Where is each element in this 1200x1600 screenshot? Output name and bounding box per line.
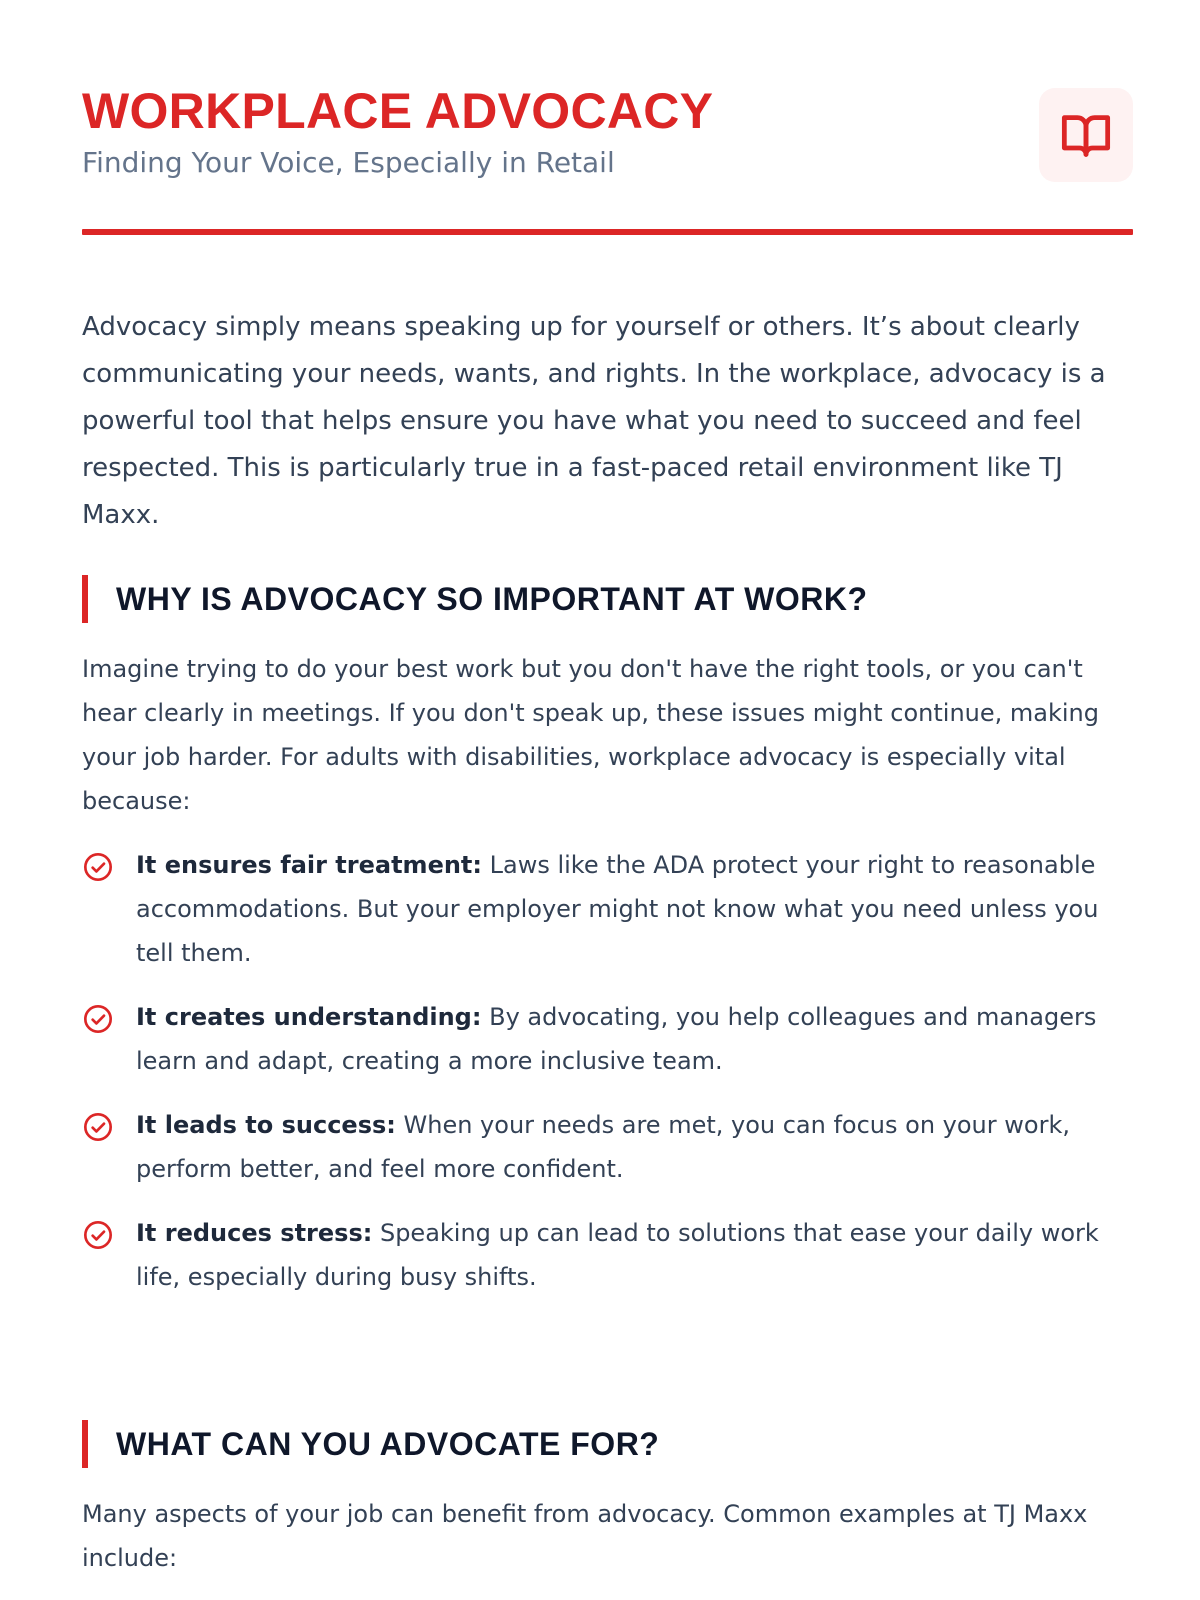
- check-circle-icon: [82, 1111, 114, 1143]
- header-divider: [82, 229, 1133, 235]
- list-item-text: Speaking up can lead to solutions that ease your daily work life, especially during busy shifts.: [136, 1219, 1099, 1291]
- section-title-what: WHAT CAN YOU ADVOCATE FOR?: [116, 1425, 660, 1462]
- book-open-icon: [1060, 109, 1112, 161]
- section-title-why: WHY IS ADVOCACY SO IMPORTANT AT WORK?: [116, 580, 868, 617]
- list-item-text: When your needs are met, you can focus on your work, perform better, and feel more confident.: [136, 1111, 1070, 1183]
- list-item: [82, 1103, 1133, 1191]
- check-circle-icon: [82, 1219, 114, 1251]
- section-heading-what: [82, 1420, 659, 1468]
- page-subtitle: Finding Your Voice, Especially in Retail: [82, 146, 615, 179]
- list-item-lead: It creates understanding:: [136, 1003, 482, 1031]
- list-item-lead: It reduces stress:: [136, 1219, 373, 1247]
- intro-paragraph: Advocacy simply means speaking up for yourself or others. It’s about clearly communicating your needs, wants, and rights. In the workplace, advocacy is a powerful tool that helps ensure you have what you need to succeed and feel respected. This is particularly true in a fast-paced retail environment like TJ Maxx.: [82, 312, 1106, 530]
- list-item: [82, 1211, 1133, 1299]
- list-item: [82, 995, 1133, 1083]
- list-item-lead: It ensures fair treatment:: [136, 851, 482, 879]
- page-header: [82, 0, 1133, 236]
- section-why-paragraph: Imagine trying to do your best work but you don't have the right tools, or you can't hear clearly in meetings. If you don't speak up, these issues might continue, making your job harder. For adults with disabilities, workplace advocacy is especially vital because:: [82, 655, 1099, 815]
- page-title: WORKPLACE ADVOCACY: [82, 83, 714, 139]
- check-circle-icon: [82, 1003, 114, 1035]
- list-item-lead: It leads to success:: [136, 1111, 396, 1139]
- book-icon-badge: [1039, 88, 1133, 182]
- check-circle-icon: [82, 851, 114, 883]
- list-item-text: By advocating, you help colleagues and managers learn and adapt, creating a more inclusive team.: [136, 1003, 1097, 1075]
- list-item: [82, 843, 1133, 975]
- section-heading-why: [82, 575, 868, 623]
- benefits-list: [82, 843, 1133, 1319]
- section-what-paragraph: Many aspects of your job can benefit from advocacy. Common examples at TJ Maxx include:: [82, 1500, 1088, 1572]
- list-item-text: Laws like the ADA protect your right to reasonable accommodations. But your employer might not know what you need unless you tell them.: [136, 851, 1099, 967]
- document-page: [82, 0, 1133, 1572]
